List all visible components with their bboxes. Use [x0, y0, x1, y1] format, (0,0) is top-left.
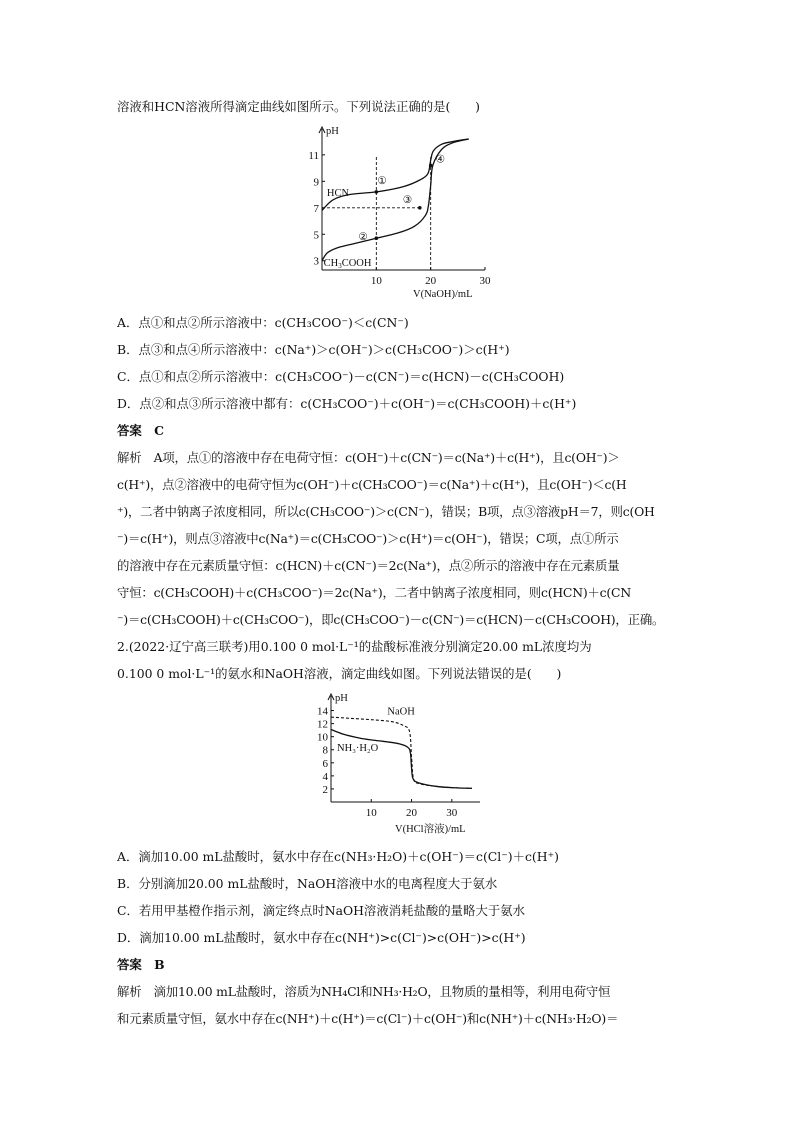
q2-answer: 答案 B [117, 957, 165, 972]
q2-stem-line-2: 0.100 0 mol·L⁻¹的氨水和NaOH溶液，滴定曲线如图。下列说法错误的是( ) [117, 666, 562, 681]
q1-answer: 答案 C [117, 423, 165, 438]
point-label-2: ② [358, 232, 368, 244]
y-axis-label: pH [335, 693, 348, 704]
q2-stem-line-1: 2.(2022·辽宁高三联考)用0.100 0 mol·L⁻¹的盐酸标准液分别滴定20.00 mL浓度均为 [117, 639, 592, 654]
point-3 [418, 206, 422, 210]
x-axis-label: V(NaOH)/mL [413, 289, 473, 300]
y-tick-label: 9 [313, 176, 319, 189]
series-label-naoh: NaOH [387, 706, 415, 718]
x-tick-label: 10 [370, 275, 382, 287]
y-tick-label: 3 [313, 255, 319, 268]
x-tick-label: 20 [425, 275, 437, 287]
y-axis-label: pH [326, 126, 339, 137]
label-rest: COOH [341, 258, 372, 270]
y-tick-label: 12 [317, 718, 328, 731]
y-tick-label: 14 [317, 705, 328, 718]
series-label-nh3: NH₃·H₂O [337, 743, 379, 755]
q1-stem: 溶液和HCN溶液所得滴定曲线如图所示。下列说法正确的是( ) [117, 99, 480, 114]
point-label-3: ③ [402, 194, 413, 206]
q1-option-d: D．点②和点③所示溶液中都有：c(CH₃COO⁻)＋c(OH⁻)＝c(CH₃COOH)＋c(H⁺) [117, 396, 577, 411]
y-tick-label: 10 [317, 731, 328, 744]
y-tick-label: 5 [313, 229, 319, 242]
q1-analysis-line-6: 守恒：c(CH₃COOH)＋c(CH₃COO⁻)＝2c(Na⁺)，二者中钠离子浓度相同，则c(HCN)＋c(CN [117, 585, 631, 600]
q1-analysis-line-5: 的溶液中存在元素质量守恒：c(HCN)＋c(CN⁻)＝2c(Na⁺)，点②所示的溶液中存在元素质量 [117, 558, 620, 573]
q1-option-c: C．点①和点②所示溶液中：c(CH₃COO⁻)－c(CN⁻)＝c(HCN)－c(CH₃COOH) [117, 369, 565, 384]
q1-analysis-line-4: ⁻)＝c(H⁺)，则点③溶液中c(Na⁺)＝c(CH₃COO⁻)＞c(H⁺)＝c(OH⁻)，错误；C项，点①所示 [117, 531, 619, 546]
x-tick-label: 20 [406, 807, 418, 819]
y-tick-label: 2 [322, 783, 328, 796]
series-label-hcn: HCN [326, 187, 350, 199]
q1-analysis-line-3: ⁺)，二者中钠离子浓度相同，所以c(CH₃COO⁻)＞c(CN⁻)，错误；B项，点③溶液pH＝7，则c(OH [117, 504, 655, 519]
x-tick-label: 30 [446, 807, 458, 819]
q2-analysis-line-2: 和元素质量守恒，氨水中存在c(NH⁺)＋c(H⁺)＝c(Cl⁻)＋c(OH⁻)和c(NH⁺)＋c(NH₃·H₂O)＝ [117, 1011, 619, 1026]
q1-analysis-line-2: c(H⁺)，点②溶液中的电荷守恒为c(OH⁻)＋c(CH₃COO⁻)＝c(Na⁺)＋c(H⁺)，且c(OH⁻)＜c(H [117, 477, 627, 492]
q1-analysis-line-7: ⁻)＝c(CH₃COOH)＋c(CH₃COO⁻)，即c(CH₃COO⁻)－c(CN⁻)＝c(HCN)－c(CH₃COOH)，正确。 [117, 612, 665, 627]
q2-option-a: A．滴加10.00 mL盐酸时，氨水中存在c(NH₃·H₂O)＋c(OH⁻)＝c(Cl⁻)＋c(H⁺) [117, 849, 559, 864]
series-line-nh3 [331, 730, 472, 789]
q1-analysis-line-1: 解析 A项，点①的溶液中存在电荷守恒：c(OH⁻)＋c(CN⁻)＝c(Na⁺)＋c(H⁺)，且c(OH⁻)＞ [117, 450, 620, 465]
subscript: 3 [338, 262, 342, 271]
x-tick-label: 10 [365, 807, 377, 819]
x-axis-label: V(HCl溶液)/mL [395, 824, 466, 835]
y-tick-label: 6 [322, 757, 328, 770]
point-label-4: ④ [435, 154, 446, 166]
q2-option-c: C．若用甲基橙作指示剂，滴定终点时NaOH溶液消耗盐酸的量略大于氨水 [117, 903, 526, 918]
series-line-ch3cooh [322, 139, 469, 261]
series-line-hcn [322, 139, 469, 210]
q1-titration-chart [310, 125, 495, 305]
y-tick-label: 4 [322, 770, 328, 783]
q1-option-b: B．点③和点④所示溶液中：c(Na⁺)＞c(OH⁻)＞c(CH₃COO⁻)＞c(H⁺) [117, 342, 510, 357]
point-4 [429, 164, 433, 168]
y-tick-label: 8 [322, 744, 328, 757]
y-tick-label: 11 [308, 149, 319, 162]
point-label-1: ① [377, 175, 387, 187]
q1-option-a: A．点①和点②所示溶液中：c(CH₃COO⁻)＜c(CN⁻) [117, 315, 409, 330]
point-1 [375, 190, 379, 194]
point-2 [375, 236, 379, 240]
x-tick-label: 30 [479, 275, 491, 287]
q2-analysis-line-1: 解析 滴加10.00 mL盐酸时，溶质为NH₄Cl和NH₃·H₂O，且物质的量相等，利用电荷守恒 [117, 984, 611, 999]
y-tick-label: 7 [313, 202, 319, 215]
q2-option-d: D．滴加10.00 mL盐酸时，氨水中存在c(NH⁺)>c(Cl⁻)>c(OH⁻)>c(H⁺) [117, 930, 526, 945]
q2-titration-chart [305, 690, 490, 840]
q2-option-b: B．分别滴加20.00 mL盐酸时，NaOH溶液中水的电离程度大于氨水 [117, 876, 498, 891]
series-label-ch3cooh: CH3COOH [323, 258, 372, 271]
